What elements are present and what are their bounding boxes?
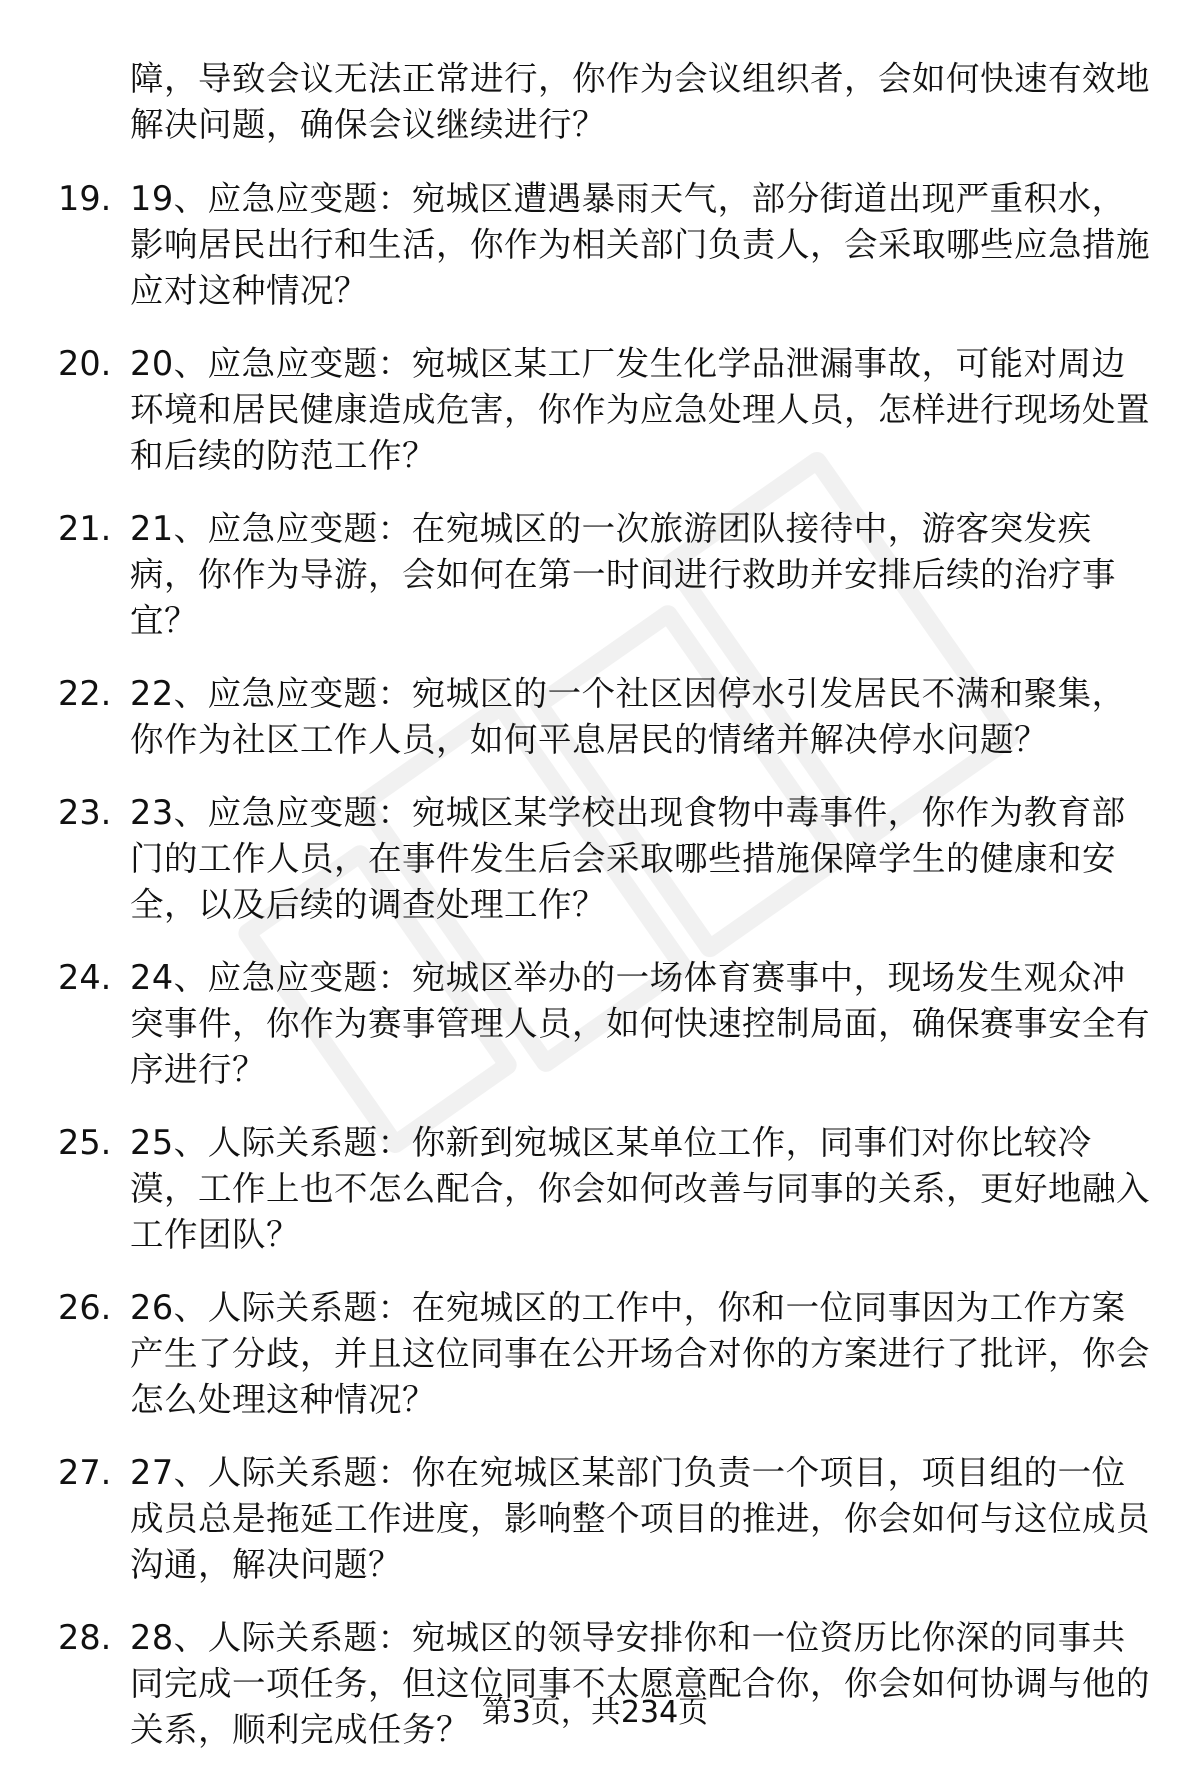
list-item — [0, 1285, 1190, 1423]
question-number: 27. — [58, 1453, 112, 1492]
question-text: 20、应急应变题：宛城区某工厂发生化学品泄漏事故，可能对周边环境和居民健康造成危害，你作为应急处理人员，怎样进行现场处置和后续的防范工作？ — [130, 344, 1150, 475]
question-text: 21、应急应变题：在宛城区的一次旅游团队接待中，游客突发疾病，你作为导游，会如何在第一时间进行救助并安排后续的治疗事宜？ — [130, 509, 1116, 640]
question-number: 25. — [58, 1123, 112, 1162]
list-item — [0, 1120, 1190, 1258]
question-number: 22. — [58, 674, 112, 713]
list-item — [0, 790, 1190, 928]
question-number: 28. — [58, 1618, 112, 1657]
list-item — [0, 1450, 1190, 1588]
question-number: 26. — [58, 1288, 112, 1327]
question-number: 24. — [58, 958, 112, 997]
question-text: 24、应急应变题：宛城区举办的一场体育赛事中，现场发生观众冲突事件，你作为赛事管理人员，如何快速控制局面，确保赛事安全有序进行？ — [130, 958, 1150, 1089]
page-footer: 第3页，共234页 — [481, 1695, 709, 1730]
question-number: 20. — [58, 344, 112, 383]
question-number: 23. — [58, 793, 112, 832]
question-number: 21. — [58, 509, 112, 548]
question-number: 19. — [58, 179, 112, 218]
question-list — [0, 176, 1190, 1780]
list-item — [0, 955, 1190, 1093]
question-text: 22、应急应变题：宛城区的一个社区因停水引发居民不满和聚集，你作为社区工作人员，如何平息居民的情绪并解决停水问题？ — [130, 674, 1126, 759]
list-item — [0, 341, 1190, 479]
question-text: 27、人际关系题：你在宛城区某部门负责一个项目，项目组的一位成员总是拖延工作进度，影响整个项目的推进，你会如何与这位成员沟通，解决问题？ — [130, 1453, 1150, 1584]
list-item — [0, 671, 1190, 763]
question-text: 23、应急应变题：宛城区某学校出现食物中毒事件，你作为教育部门的工作人员，在事件发生后会采取哪些措施保障学生的健康和安全，以及后续的调查处理工作？ — [130, 793, 1126, 924]
question-text: 28、人际关系题：宛城区的领导安排你和一位资历比你深的同事共同完成一项任务，但这位同事不太愿意配合你，你会如何协调与他的关系，顺利完成任务？ — [130, 1618, 1150, 1749]
continuation-text: 障，导致会议无法正常进行，你作为会议组织者，会如何快速有效地解决问题，确保会议继续进行？ — [130, 59, 1150, 144]
question-text: 25、人际关系题：你新到宛城区某单位工作，同事们对你比较冷漠，工作上也不怎么配合，你会如何改善与同事的关系，更好地融入工作团队？ — [130, 1123, 1150, 1254]
question-text: 19、应急应变题：宛城区遭遇暴雨天气，部分街道出现严重积水，影响居民出行和生活，你作为相关部门负责人，会采取哪些应急措施应对这种情况？ — [130, 179, 1150, 310]
list-item — [0, 176, 1190, 314]
list-item — [0, 506, 1190, 644]
question-text: 26、人际关系题：在宛城区的工作中，你和一位同事因为工作方案产生了分歧，并且这位同事在公开场合对你的方案进行了批评，你会怎么处理这种情况？ — [130, 1288, 1150, 1419]
